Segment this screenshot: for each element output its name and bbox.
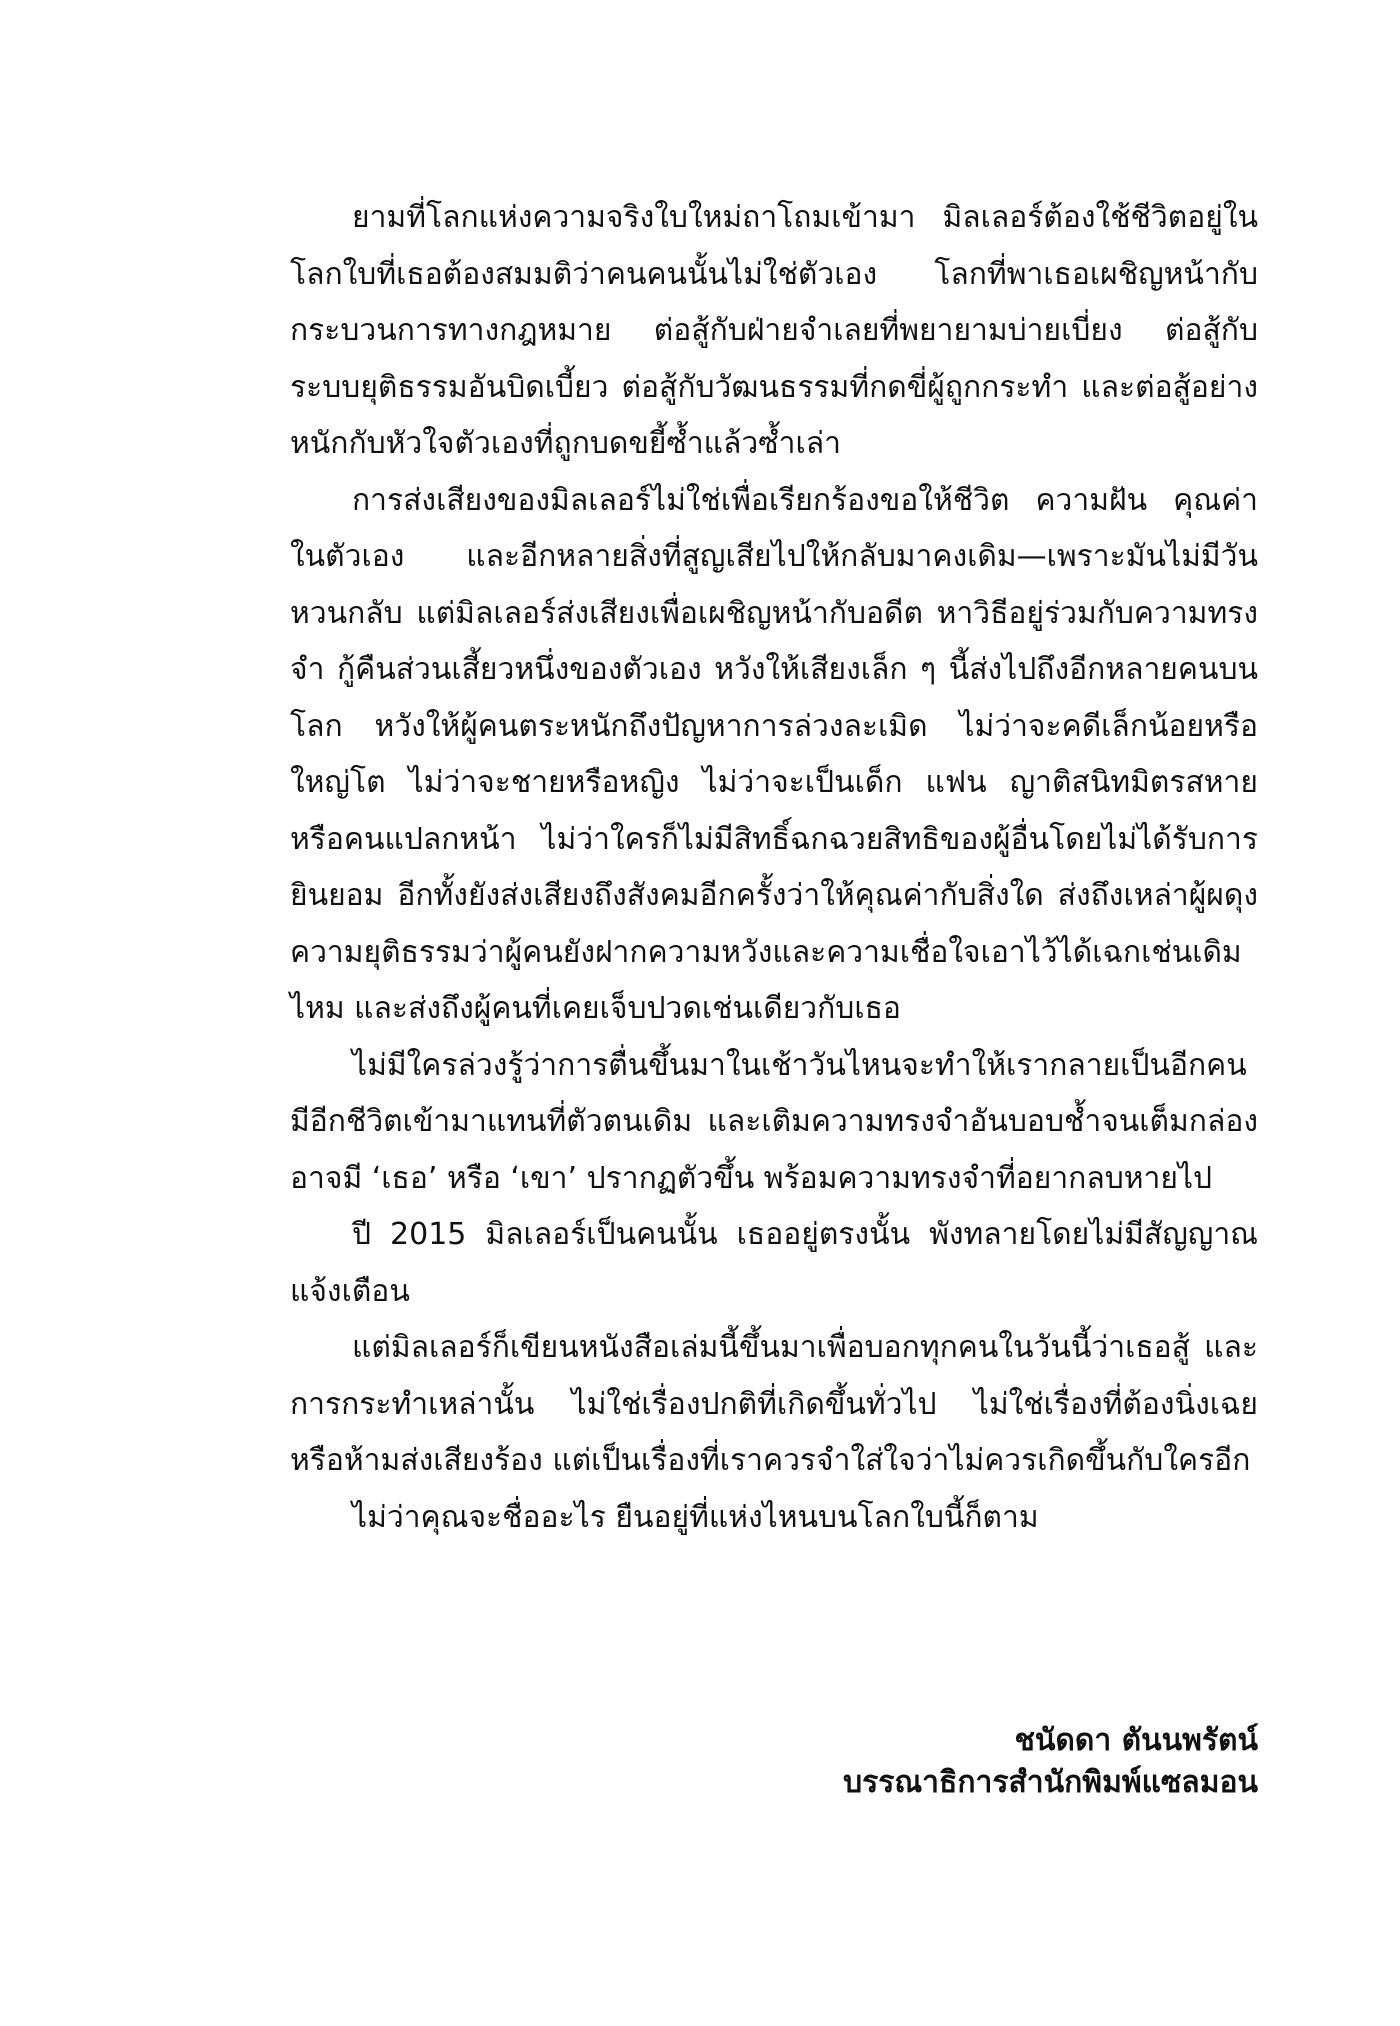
paragraph-6: ไม่ว่าคุณจะชื่ออะไร ยืนอยู่ที่แห่งไหนบนโลกใบนี้ก็ตาม: [352, 1499, 1039, 1535]
signature-title: บรรณาธิการสำนักพิมพ์แซลมอน: [843, 1765, 1258, 1800]
paragraph-1: ยามที่โลกแห่งความจริงใบใหม่ถาโถมเข้ามา มิลเลอร์ต้องใช้ชีวิตอยู่ในโลกใบที่เธอต้องสมมติว่าคนคนนั้นไม่ใช่ตัวเอง โลกที่พาเธอเผชิญหน้ากับกระบวนการทางกฎหมาย ต่อสู้กับฝ่ายจำเลยที่พยายามบ่ายเบี่ยง ต่อสู้กับระบบยุติธรรมอันบิดเบี้ยว ต่อสู้กับวัฒนธรรมที่กดขี่ผู้ถูกกระทำ และต่อสู้อย่างหนักกับหัวใจตัวเองที่ถูกบดขยี้ซ้ำแล้วซ้ำเล่า: [290, 200, 1258, 461]
preface-body: [290, 190, 1258, 1546]
signature-block: [843, 1720, 1258, 1804]
paragraph-5: แต่มิลเลอร์ก็เขียนหนังสือเล่มนี้ขึ้นมาเพื่อบอกทุกคนในวันนี้ว่าเธอสู้ และการกระทำเหล่านั้น ไม่ใช่เรื่องปกติที่เกิดขึ้นทั่วไป ไม่ใช่เรื่องที่ต้องนิ่งเฉย หรือห้ามส่งเสียงร้อง แต่เป็นเรื่องที่เราควรจำใส่ใจว่าไม่ควรเกิดขึ้นกับใครอีก: [290, 1330, 1258, 1478]
paragraph-4: ปี 2015 มิลเลอร์เป็นคนนั้น เธออยู่ตรงนั้น พังทลายโดยไม่มีสัญญาณแจ้งเตือน: [290, 1217, 1258, 1309]
paragraph-2: การส่งเสียงของมิลเลอร์ไม่ใช่เพื่อเรียกร้องขอให้ชีวิต ความฝัน คุณค่าในตัวเอง และอีกหลายสิ่งที่สูญเสียไปให้กลับมาคงเดิม—เพราะมันไม่มีวันหวนกลับ แต่มิลเลอร์ส่งเสียงเพื่อเผชิญหน้ากับอดีต หาวิธีอยู่ร่วมกับความทรงจำ กู้คืนส่วนเสี้ยวหนึ่งของตัวเอง หวังให้เสียงเล็ก ๆ นี้ส่งไปถึงอีกหลายคนบนโลก หวังให้ผู้คนตระหนักถึงปัญหาการล่วงละเมิด ไม่ว่าจะคดีเล็กน้อยหรือใหญ่โต ไม่ว่าจะชายหรือหญิง ไม่ว่าจะเป็นเด็ก แฟน ญาติสนิทมิตรสหาย หรือคนแปลกหน้า ไม่ว่าใครก็ไม่มีสิทธิ์ฉกฉวยสิทธิของผู้อื่นโดยไม่ได้รับการยินยอม อีกทั้งยังส่งเสียงถึงสังคมอีกครั้งว่าให้คุณค่ากับสิ่งใด ส่งถึงเหล่าผู้ผดุงความยุติธรรมว่าผู้คนยังฝากความหวังและความเชื่อใจเอาไว้ได้เฉกเช่นเดิมไหม และส่งถึงผู้คนที่เคยเจ็บปวดเช่นเดียวกับเธอ: [290, 482, 1258, 1026]
paragraph-3: ไม่มีใครล่วงรู้ว่าการตื่นขึ้นมาในเช้าวันไหนจะทำให้เรากลายเป็นอีกคน มีอีกชีวิตเข้ามาแทนที่ตัวตนเดิม และเติมความทรงจำอันบอบช้ำจนเต็มกล่อง อาจมี ‘เธอ’ หรือ ‘เขา’ ปรากฏตัวขึ้น พร้อมความทรงจำที่อยากลบหายไป: [290, 1047, 1258, 1196]
signature-name: ชนัดดา ตันนพรัตน์: [1014, 1723, 1258, 1758]
